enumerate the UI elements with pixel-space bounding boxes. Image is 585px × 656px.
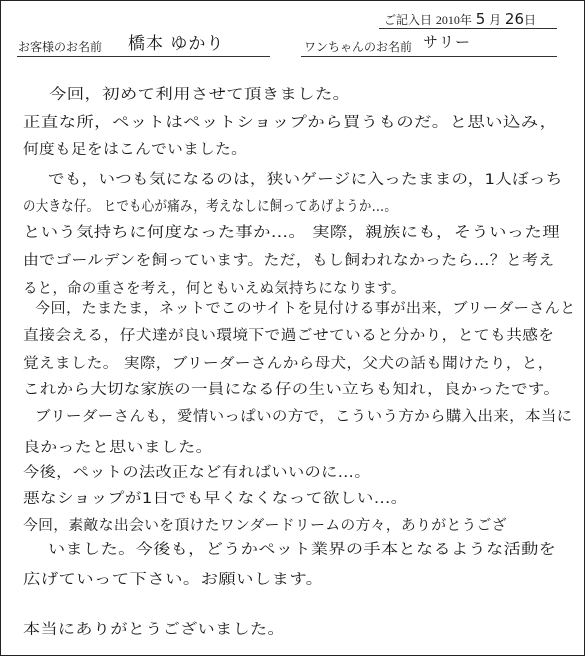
entry-date-day: 26 (504, 10, 524, 28)
letter-line: 正直な所，ペットはペットショップから買うものだ。と思い込み， (23, 115, 558, 131)
letter-line: でも，いつも気になるのは，狭いゲージに入ったままの，1人ぼっち (48, 172, 563, 188)
letter-line: の大きな仔。 ヒでも心が痛み，考えなしに飼ってあげようか…。 (23, 199, 398, 215)
entry-date-label: ご記入日 (384, 13, 433, 27)
dog-name: サリー (423, 33, 472, 51)
letter-line: ブリーダーさんも，愛情いっぱいの方で，こういう方から購入出来，本当に (35, 409, 573, 425)
customer-name: 橋本 ゆかり (128, 34, 225, 54)
letter-line: いました。今後も，どうかペット業界の手本となるような活動を (48, 542, 557, 558)
entry-date-year: 2010年 (435, 13, 472, 27)
customer-name-label: お客様のお名前 (18, 40, 103, 54)
letter-line: 覚えました。 実際，ブリーダーさんから母犬，父犬の話も聞けたり，と， (23, 356, 554, 372)
entry-date-day-unit: 日 (524, 13, 537, 27)
letter-line: これから大切な家族の一員になる仔の生い立ちも知れ，良かったです。 (23, 382, 561, 398)
letter-body (1, 1, 584, 655)
letter-line: ると，命の重さを考え，何ともいえぬ気持ちになります。 (23, 281, 406, 297)
entry-date-month: 5 (475, 10, 486, 28)
letter-line: 今回，たまたま，ネットでこのサイトを見付ける事が出来，ブリーダーさんと (35, 301, 576, 317)
letter-line: 直接会える，仔犬達が良い環境下で過ごせていると分かり，とても共感を (23, 328, 555, 344)
letter-line: 今回，素敵な出会いを頂けたワンダードリームの方々，ありがとうござ (23, 518, 507, 534)
letter-line: 今回，初めて利用させて頂きました。 (49, 87, 351, 103)
dog-name-label: ワンちゃんのお名前 (304, 40, 413, 54)
letter-line: 悪なショップが1日でも早くなくなって欲しい…。 (23, 491, 408, 507)
entry-date-month-unit: 月 (489, 13, 502, 27)
letter-line: という気持ちに何度なった事か…。 実際，親族にも，そういった理 (23, 225, 560, 241)
letter-line: 今後，ペットの法改正など有ればいいのに…。 (23, 465, 371, 481)
letter-line: 由でゴールデンを飼っています。ただ，もし飼われなかったら…？と考え (23, 253, 555, 269)
letter-line: 良かったと思いました。 (23, 440, 213, 456)
letter-line: 本当にありがとうございました。 (23, 622, 285, 638)
letter-line: 広げていって下さい。お願いします。 (23, 572, 324, 588)
letter-line: 何度も足をはこんでいました。 (23, 142, 248, 158)
